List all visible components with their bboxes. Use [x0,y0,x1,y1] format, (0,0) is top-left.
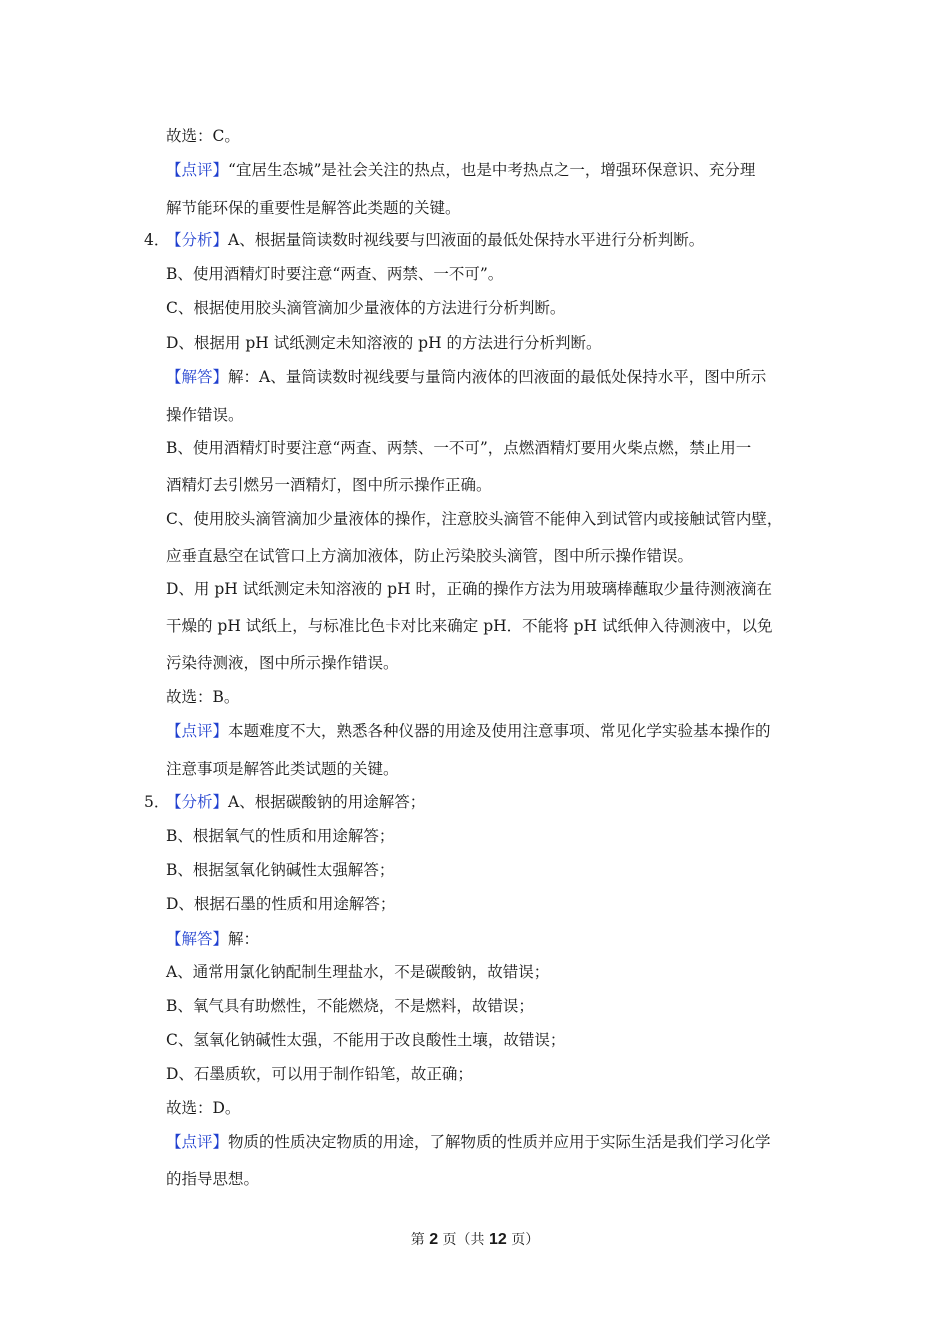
text-line: B、根据氧气的性质和用途解答； [166,827,395,845]
text-line: 解节能环保的重要性是解答此类题的关键。 [166,199,461,217]
text-line: 干燥的 pH 试纸上，与标准比色卡对比来确定 pH．不能将 pH 试纸伸入待测液中，以免 [166,617,773,635]
text-line: 操作错误。 [166,406,244,424]
total-page-number: 12 [489,1231,507,1248]
text-line: 【点评】本题难度不大，熟悉各种仪器的用途及使用注意事项、常见化学实验基本操作的 [166,722,771,740]
text-line: 【解答】解： [166,930,260,948]
text-line: 污染待测液，图中所示操作错误。 [166,654,399,672]
text-line: 故选：C。 [166,127,240,145]
text-line: C、根据使用胶头滴管滴加少量液体的方法进行分析判断。 [166,299,566,317]
text-line: C、使用胶头滴管滴加少量液体的操作，注意胶头滴管不能伸入到试管内或接触试管内壁， [166,510,783,528]
comment-tag: 【点评】 [166,1133,229,1151]
footer-mid: 页（共 [442,1232,485,1248]
footer-prefix: 第 [410,1232,425,1248]
question-number: 5． [144,793,170,811]
text-line: 故选：B。 [166,688,240,706]
analysis-tag: 【分析】 [166,793,229,811]
comment-tag: 【点评】 [166,161,229,179]
text-line: B、氧气具有助燃性，不能燃烧，不是燃料，故错误； [166,997,534,1015]
text-line: 【点评】“宜居生态城”是社会关注的热点，也是中考热点之一，增强环保意识、充分理 [166,161,756,179]
text-line: C、氢氧化钠碱性太强，不能用于改良酸性土壤，故错误； [166,1031,566,1049]
text-line: 【点评】物质的性质决定物质的用途，了解物质的性质并应用于实际生活是我们学习化学 [166,1133,771,1151]
page-footer [0,1229,950,1251]
question-number: 4． [144,231,170,249]
comment-tag: 【点评】 [166,722,229,740]
answer-tag: 【解答】 [166,930,229,948]
text-line: D、石墨质软，可以用于制作铅笔，故正确； [166,1065,473,1083]
text-line: 的指导思想。 [166,1170,260,1188]
footer-suffix: 页） [511,1232,540,1248]
current-page-number: 2 [429,1231,439,1248]
text-line: D、用 pH 试纸测定未知溶液的 pH 时，正确的操作方法为用玻璃棒蘸取少量待测液滴在 [166,580,773,598]
text-line: B、使用酒精灯时要注意“两查、两禁、一不可”，点燃酒精灯要用火柴点燃，禁止用一 [166,439,752,457]
analysis-tag: 【分析】 [166,231,229,249]
text-line: D、根据用 pH 试纸测定未知溶液的 pH 的方法进行分析判断。 [166,334,602,352]
text-line: B、使用酒精灯时要注意“两查、两禁、一不可”。 [166,265,504,283]
text-line: 故选：D。 [166,1099,241,1117]
text-line: 【解答】解：A、量筒读数时视线要与量筒内液体的凹液面的最低处保持水平，图中所示 [166,368,767,386]
text-line: 【分析】A、根据量筒读数时视线要与凹液面的最低处保持水平进行分析判断。 [166,231,705,249]
text-line: 应垂直悬空在试管口上方滴加液体，防止污染胶头滴管，图中所示操作错误。 [166,547,694,565]
text-line: 【分析】A、根据碳酸钠的用途解答； [166,793,426,811]
text-line: B、根据氢氧化钠碱性太强解答； [166,861,395,879]
text-line: 酒精灯去引燃另一酒精灯，图中所示操作正确。 [166,476,492,494]
answer-tag: 【解答】 [166,368,229,386]
text-line: A、通常用氯化钠配制生理盐水，不是碳酸钠，故错误； [166,963,550,981]
text-line: 注意事项是解答此类试题的关键。 [166,760,399,778]
text-line: D、根据石墨的性质和用途解答； [166,895,396,913]
